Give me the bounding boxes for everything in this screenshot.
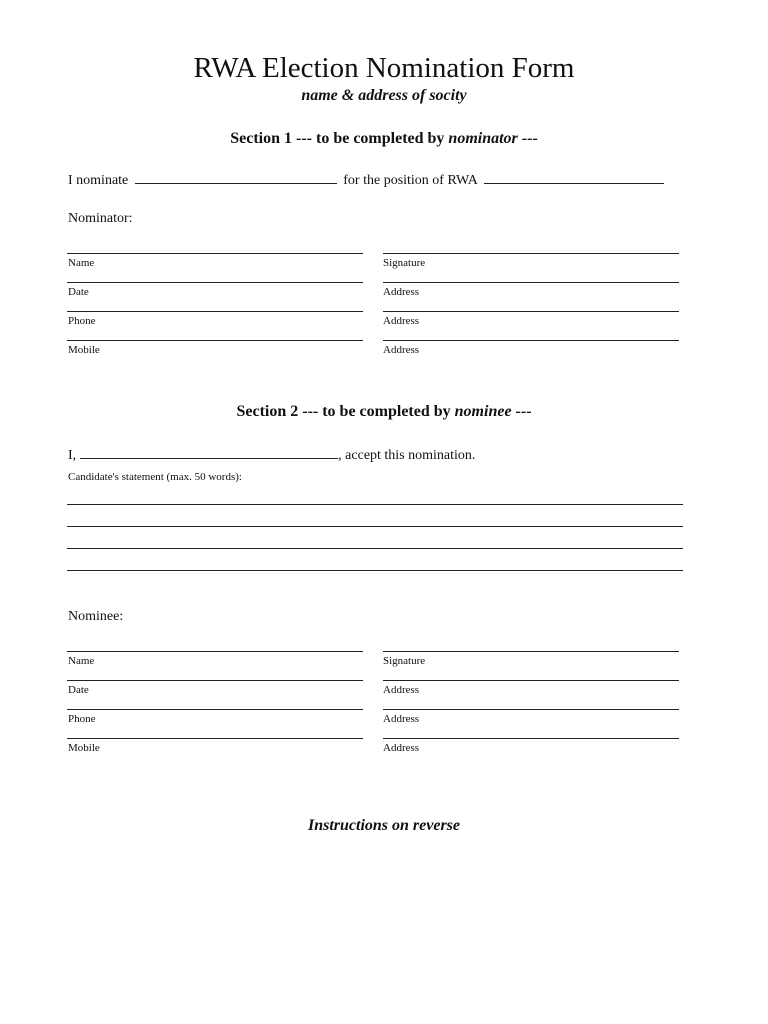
nominee-signature-label: Signature bbox=[383, 655, 426, 667]
nominee-signature-line[interactable] bbox=[383, 651, 679, 652]
statement-line[interactable] bbox=[67, 548, 683, 549]
society-name-address: name & address of socity bbox=[301, 87, 467, 104]
accepting-nominee-blank[interactable] bbox=[80, 445, 338, 459]
accept-suffix: , accept this nomination. bbox=[338, 448, 476, 463]
nominee-phone-line[interactable] bbox=[67, 709, 363, 710]
nominee-address-line-1[interactable] bbox=[383, 680, 679, 681]
section-1-heading-prefix: Section 1 --- to be completed by bbox=[230, 130, 445, 147]
nominee-name-label: Name bbox=[68, 655, 95, 667]
candidate-statement-label: Candidate's statement (max. 50 words): bbox=[68, 471, 242, 483]
nominate-prefix: I nominate bbox=[68, 173, 129, 188]
nominee-address-label-3: Address bbox=[383, 742, 420, 754]
section-2-heading bbox=[0, 402, 768, 422]
nominee-date-line[interactable] bbox=[67, 680, 363, 681]
nominee-date-label: Date bbox=[68, 684, 89, 696]
nominator-phone-label: Phone bbox=[68, 315, 96, 327]
nominator-signature-line[interactable] bbox=[383, 253, 679, 254]
instructions-note: Instructions on reverse bbox=[307, 817, 461, 834]
nominee-name-blank[interactable] bbox=[135, 170, 337, 184]
nominator-name-line[interactable] bbox=[67, 253, 363, 254]
nominate-line bbox=[68, 170, 667, 190]
nominee-address-label-2: Address bbox=[383, 713, 420, 725]
accept-line bbox=[68, 445, 475, 465]
nominator-date-label: Date bbox=[68, 286, 89, 298]
statement-line[interactable] bbox=[67, 570, 683, 571]
section-1-heading-role: nominator bbox=[448, 130, 518, 147]
nominator-mobile-line[interactable] bbox=[67, 340, 363, 341]
nominator-mobile-label: Mobile bbox=[68, 344, 100, 356]
nominator-address-line-3[interactable] bbox=[383, 340, 679, 341]
nominee-address-line-3[interactable] bbox=[383, 738, 679, 739]
nominee-address-label-1: Address bbox=[383, 684, 420, 696]
form-title: RWA Election Nomination Form bbox=[193, 52, 575, 84]
position-blank[interactable] bbox=[484, 170, 664, 184]
nominator-address-label-1: Address bbox=[383, 286, 420, 298]
statement-line[interactable] bbox=[67, 504, 683, 505]
nominator-address-label-3: Address bbox=[383, 344, 420, 356]
nominate-middle: for the position of RWA bbox=[343, 173, 478, 188]
accept-prefix: I, bbox=[68, 448, 77, 463]
nominator-address-label-2: Address bbox=[383, 315, 420, 327]
nominator-date-line[interactable] bbox=[67, 282, 363, 283]
nominator-address-line-1[interactable] bbox=[383, 282, 679, 283]
nominator-name-label: Name bbox=[68, 257, 95, 269]
section-2-heading-role: nominee bbox=[454, 403, 512, 420]
section-1-heading-suffix: --- bbox=[521, 130, 538, 147]
nominee-phone-label: Phone bbox=[68, 713, 96, 725]
section-2-heading-prefix: Section 2 --- to be completed by bbox=[236, 403, 451, 420]
nominator-address-line-2[interactable] bbox=[383, 311, 679, 312]
nominee-mobile-line[interactable] bbox=[67, 738, 363, 739]
nominator-signature-label: Signature bbox=[383, 257, 426, 269]
section-2-heading-suffix: --- bbox=[515, 403, 532, 420]
nominee-name-line[interactable] bbox=[67, 651, 363, 652]
nominator-label: Nominator: bbox=[68, 211, 133, 226]
nominator-phone-line[interactable] bbox=[67, 311, 363, 312]
nominee-label: Nominee: bbox=[68, 609, 124, 624]
section-1-heading bbox=[0, 129, 768, 149]
nominee-mobile-label: Mobile bbox=[68, 742, 100, 754]
statement-line[interactable] bbox=[67, 526, 683, 527]
nominee-address-line-2[interactable] bbox=[383, 709, 679, 710]
